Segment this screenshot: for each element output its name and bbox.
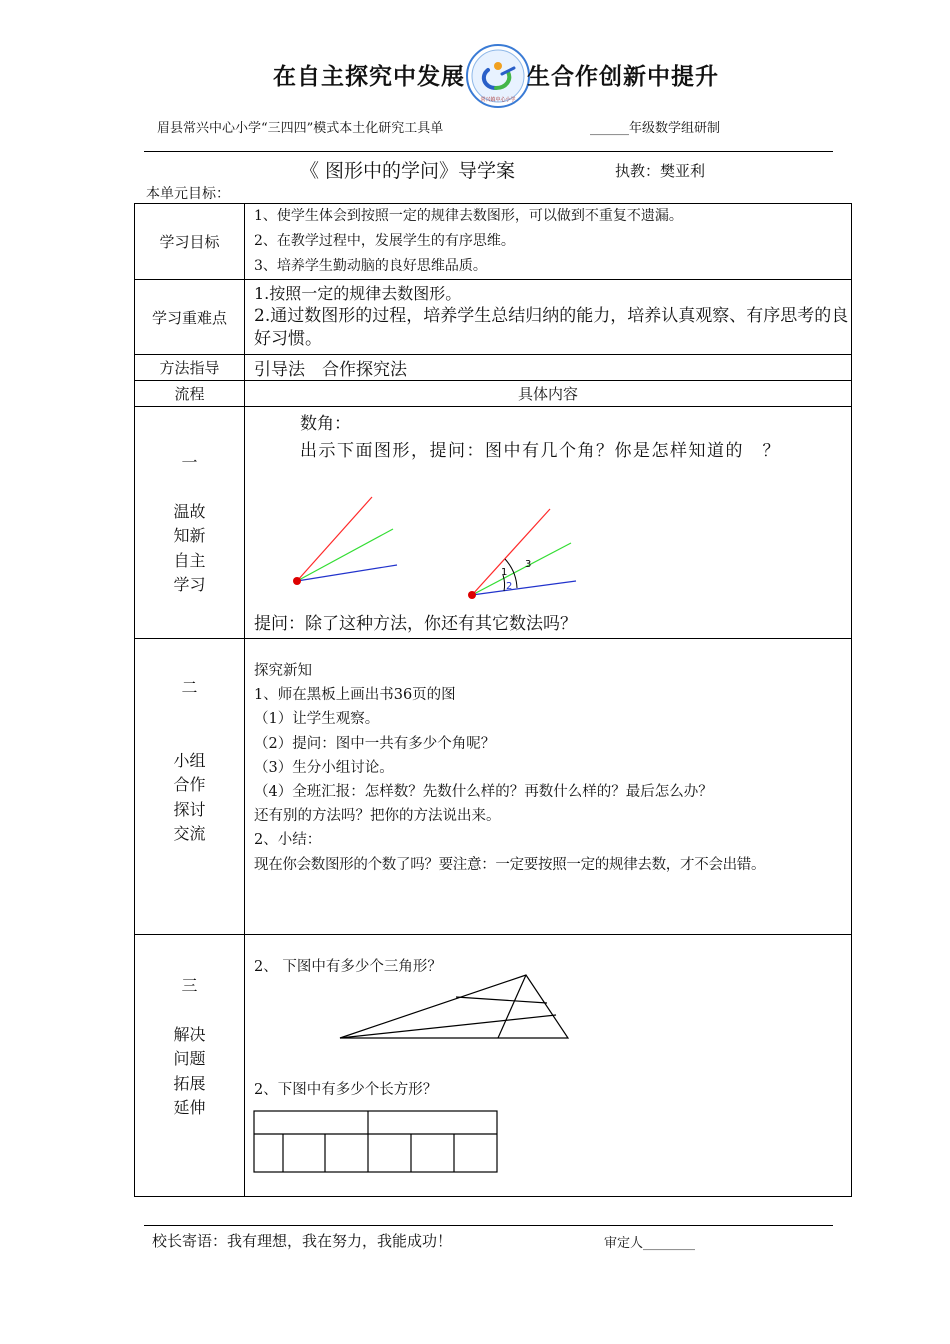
step2-line: （1）让学生观察。 [254, 711, 380, 728]
step2-line: （3）生分小组讨论。 [254, 759, 394, 776]
flow-label: 流程 [135, 381, 245, 407]
step1-label-line: 知新 [173, 526, 206, 546]
unit-goal-label: 本单元目标： [146, 186, 230, 202]
step1-label-line: 自主 [173, 550, 206, 570]
key-item: 1.按照一定的规律去数图形。 [254, 284, 462, 303]
school-tool-label: 眉县常兴中心小学“三四四”模式本土化研究工具单 [157, 121, 444, 136]
goals-row [135, 204, 852, 280]
content-header: 具体内容 [245, 381, 852, 407]
step2-content [245, 639, 852, 935]
step2-number: 二 [181, 678, 198, 698]
angle-label-2: 2 [506, 581, 513, 592]
slogan-right: 生合作创新中提升 [527, 64, 719, 90]
key-content [245, 280, 852, 355]
step1-heading: 数角： [300, 414, 351, 434]
angle-label-1: 1 [501, 567, 508, 578]
step3-label-line: 问题 [173, 1049, 206, 1069]
goal-item: 3、培养学生勤动脑的良好思维品质。 [254, 258, 487, 274]
rectangle-question: 2、下图中有多少个长方形？ [254, 1082, 438, 1098]
method-label: 方法指导 [135, 355, 245, 381]
step2-line: （2）提问：图中一共有多少个角呢？ [254, 735, 496, 752]
slogan-left: 在自主探究中发展 [273, 64, 465, 90]
flow-header-row [135, 381, 852, 407]
angle-diagrams [245, 407, 851, 639]
method-content: 引导法 合作探究法 [245, 355, 852, 381]
key-label: 学习重难点 [135, 280, 245, 355]
header-divider [144, 151, 833, 152]
step2-line: （4）全班汇报：怎样数？先数什么样的？再数什么样的？最后怎么办？ [254, 784, 713, 801]
step3-content [245, 935, 852, 1197]
key-row [135, 280, 852, 355]
reviewer-label: 审定人________ [604, 1236, 696, 1251]
step1-label [135, 407, 245, 639]
step2-label-line: 交流 [173, 824, 206, 844]
goal-item: 1、使学生体会到按照一定的规律去数图形，可以做到不重复不遗漏。 [254, 208, 683, 224]
vertex-dot [468, 591, 476, 599]
step3-row [135, 935, 852, 1197]
logo-caption: 常兴镇中心小学 [480, 97, 516, 103]
outer-rectangle [254, 1111, 497, 1172]
triangle-question: 2、 下图中有多少个三角形？ [254, 959, 442, 975]
step3-label-line: 解决 [173, 1024, 206, 1044]
vertex-dot [293, 577, 301, 585]
step2-label-line: 小组 [173, 750, 206, 770]
rectangle-figure [245, 935, 851, 1197]
red-ray [297, 497, 372, 581]
key-item: 2.通过数图形的过程，培养学生总结归纳的能力，培养认真观察、有序思考的良好习惯。 [254, 306, 849, 349]
footer-divider [144, 1225, 833, 1226]
grade-group-label: ______年级数学组研制 [590, 121, 721, 136]
method-row [135, 355, 852, 381]
step1-content [245, 407, 852, 639]
goal-item: 2、在教学过程中，发展学生的有序思维。 [254, 233, 515, 249]
step3-label-line: 延伸 [173, 1098, 206, 1118]
step2-label-line: 合作 [173, 775, 206, 795]
step2-line: 2、小结： [254, 832, 322, 849]
green-ray [472, 543, 571, 595]
lesson-plan-table [134, 203, 852, 1197]
step2-line: 1、师在黑板上画出书36页的图 [254, 687, 456, 704]
step1-label-line: 温故 [173, 501, 206, 521]
step2-label [135, 639, 245, 935]
school-logo [466, 44, 530, 108]
step3-label [135, 935, 245, 1197]
step1-label-line: 学习 [173, 575, 206, 595]
angle-figure-plain [293, 497, 397, 585]
step1-row [135, 407, 852, 639]
step1-number: 一 [181, 453, 198, 473]
goals-label: 学习目标 [135, 204, 245, 280]
step2-label-line: 探讨 [173, 799, 206, 819]
principal-motto: 校长寄语：我有理想，我在努力，我能成功！ [152, 1232, 453, 1250]
step2-line: 探究新知 [254, 663, 312, 679]
step3-label-line: 拓展 [173, 1073, 206, 1093]
step2-line: 现在你会数图形的个数了吗？要注意：一定要按照一定的规律去数，才不会出错。 [254, 856, 766, 873]
step1-followup: 提问：除了这种方法，你还有其它数法吗？ [254, 614, 577, 634]
step1-question: 出示下面图形，提问：图中有几个角？你是怎样知道的 ？ [300, 441, 781, 461]
goals-content [245, 204, 852, 280]
step3-number: 三 [181, 976, 198, 996]
blue-ray [472, 581, 576, 595]
angle-figure-labeled [468, 509, 576, 599]
teacher-name: 执教：樊亚利 [615, 162, 706, 180]
step2-row [135, 639, 852, 935]
angle-label-3: 3 [525, 559, 532, 570]
page-title: 《 图形中的学问》导学案 [300, 160, 516, 182]
step2-line: 还有别的方法吗？把你的方法说出来。 [254, 808, 501, 825]
